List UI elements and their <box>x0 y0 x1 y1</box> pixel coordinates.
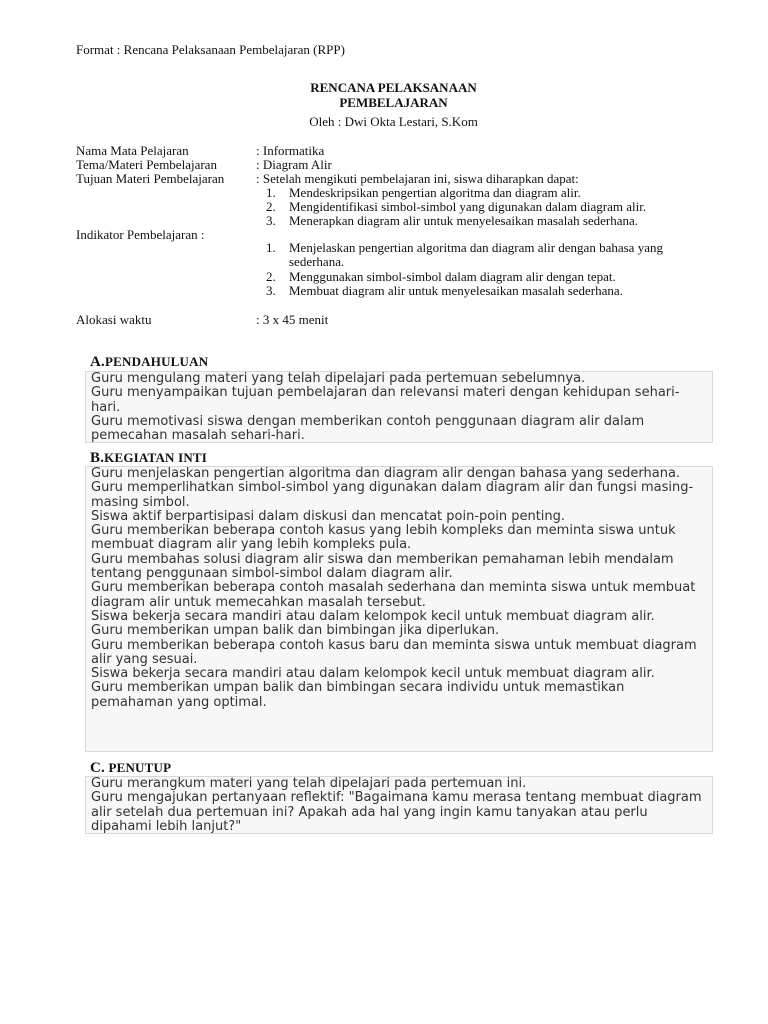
tujuan-item-text: Menerapkan diagram alir untuk menyelesaikan masalah sederhana. <box>289 213 639 228</box>
section-b-line: Guru memberikan beberapa contoh kasus yang lebih kompleks dan meminta siswa untuk membuat diagram alir yang lebih kompleks pula. <box>91 523 676 553</box>
mapel-value: : Informatika <box>256 143 325 158</box>
section-b-title: KEGIATAN INTI <box>104 450 208 465</box>
section-b-line: Siswa aktif berpartisipasi dalam diskusi dan mencatat poin-poin penting. <box>91 508 566 524</box>
format-line: Format : Rencana Pelaksanaan Pembelajaran (RPP) <box>76 42 345 57</box>
tema-label: Tema/Materi Pembelajaran <box>76 157 217 172</box>
section-b-line: Guru membahas solusi diagram alir siswa dan memberikan pemahaman lebih mendalam tentang penggunaan simbol-simbol dalam diagram alir. <box>91 551 674 582</box>
tujuan-item-number: 2. <box>266 199 276 214</box>
indikator-label: Indikator Pembelajaran : <box>76 227 205 242</box>
section-a-line: Guru mengulang materi yang telah dipelajari pada pertemuan sebelumnya. <box>91 371 586 386</box>
section-c-line: Guru mengajukan pertanyaan reflektif: "Bagaimana kamu merasa tentang membuat diagram alir setelah dua pertemuan ini? Apakah ada hal yang ingin kamu tanyakan atau perlu dipahami lebih lanjut?" <box>91 790 702 834</box>
tujuan-item-text: Mendeskripsikan pengertian algoritma dan diagram alir. <box>289 185 581 200</box>
section-b-line: Guru menjelaskan pengertian algoritma dan diagram alir dengan bahasa yang sederhana. <box>91 466 681 481</box>
section-c-heading <box>90 760 171 777</box>
section-a-line: Guru menyampaikan tujuan pembelajaran dan relevansi materi dengan kehidupan sehari-hari. <box>91 385 680 415</box>
tujuan-label: Tujuan Materi Pembelajaran <box>76 171 225 186</box>
section-b-line: Guru memberikan beberapa contoh kasus baru dan meminta siswa untuk membuat diagram alir yang sesuai. <box>91 637 697 667</box>
section-c-box <box>85 776 713 834</box>
tujuan-item-number: 1. <box>266 185 276 200</box>
indikator-item-number: 3. <box>266 283 276 298</box>
tujuan-item-text: Mengidentifikasi simbol-simbol yang digunakan dalam diagram alir. <box>289 199 647 214</box>
section-a-box <box>85 371 713 443</box>
title-line-2: PEMBELAJARAN <box>339 95 448 110</box>
indikator-item-text: Membuat diagram alir untuk menyelesaikan masalah sederhana. <box>289 283 623 298</box>
tujuan-value: : Setelah mengikuti pembelajaran ini, siswa diharapkan dapat: <box>256 171 579 186</box>
tema-value: : Diagram Alir <box>256 157 332 172</box>
alokasi-value: : 3 x 45 menit <box>256 312 329 327</box>
section-b-line: Guru memberikan umpan balik dan bimbingan secara individu untuk memastikan pemahaman yang optimal. <box>91 680 625 710</box>
indikator-item-text: Menggunakan simbol-simbol dalam diagram alir dengan tepat. <box>289 269 616 284</box>
section-b-line: Guru memperlihatkan simbol-simbol yang digunakan dalam diagram alir dan fungsi masing-masing simbol. <box>91 480 694 510</box>
section-c-title: PENUTUP <box>108 760 172 775</box>
section-a-title: PENDAHULUAN <box>104 354 209 369</box>
section-a-line: Guru memotivasi siswa dengan memberikan contoh penggunaan diagram alir dalam pemecahan masalah sehari-hari. <box>91 413 645 444</box>
author-line: Oleh : Dwi Okta Lestari, S.Kom <box>309 114 478 129</box>
document-title <box>0 80 768 110</box>
mapel-label: Nama Mata Pelajaran <box>76 143 189 158</box>
section-c-letter: C. <box>90 760 105 776</box>
section-b-line: Guru memberikan umpan balik dan bimbingan jika diperlukan. <box>91 623 500 639</box>
section-b-letter: B. <box>90 450 105 466</box>
section-a-letter: A. <box>90 354 105 370</box>
tujuan-item <box>266 213 709 229</box>
section-b-box <box>85 466 713 752</box>
title-line-1: RENCANA PELAKSANAAN <box>310 80 477 95</box>
section-a-heading <box>90 354 208 371</box>
section-b-line: Guru memberikan beberapa contoh masalah sederhana dan meminta siswa untuk membuat diagram alir untuk memecahkan masalah tersebut. <box>91 580 696 610</box>
indikator-item <box>266 241 704 269</box>
indikator-item-number: 2. <box>266 269 276 284</box>
indikator-item-text: Menjelaskan pengertian algoritma dan diagram alir dengan bahasa yang sederhana. <box>289 240 663 269</box>
alokasi-label: Alokasi waktu <box>76 312 152 327</box>
indikator-item <box>266 283 709 299</box>
indikator-item-number: 1. <box>266 240 276 255</box>
section-b-heading <box>90 450 207 467</box>
section-b-line: Siswa bekerja secara mandiri atau dalam kelompok kecil untuk membuat diagram alir. <box>91 608 655 624</box>
tujuan-item-number: 3. <box>266 213 276 228</box>
section-c-line: Guru merangkum materi yang telah dipelajari pada pertemuan ini. <box>91 776 527 791</box>
section-b-line: Siswa bekerja secara mandiri atau dalam kelompok kecil untuk membuat diagram alir. <box>91 666 655 682</box>
